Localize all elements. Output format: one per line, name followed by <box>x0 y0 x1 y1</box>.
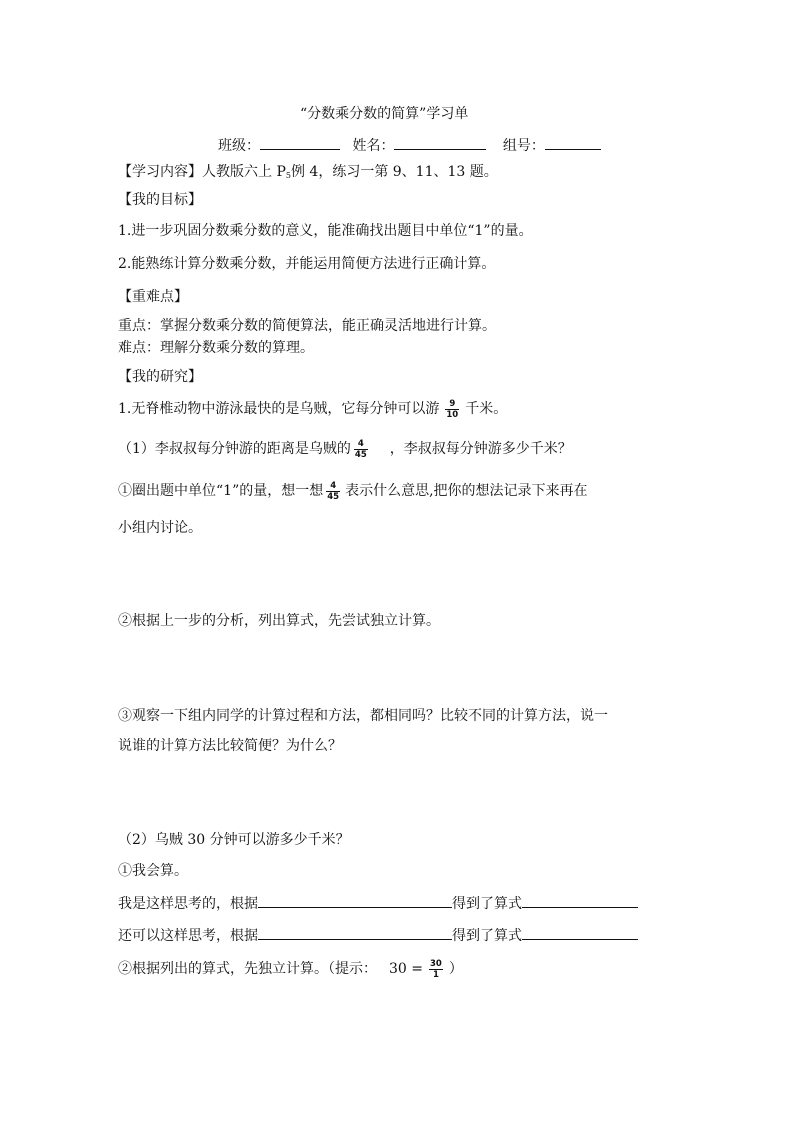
group-blank[interactable] <box>545 135 601 150</box>
q1-fraction <box>445 399 459 420</box>
step1-text-after: 表示什么意思,把你的想法记录下来再在 <box>345 483 588 499</box>
header-fields <box>218 135 601 155</box>
calc-heading: ①我会算。 <box>118 863 188 879</box>
key-point: 重点：掌握分数乘分数的简便算法，能正确灵活地进行计算。 <box>118 318 496 334</box>
think-line-2 <box>118 925 638 945</box>
question-1-2: （2）乌贼 30 分钟可以游多少千米？ <box>118 832 350 848</box>
step-1 <box>118 480 588 502</box>
step1-frac-num: 4 <box>330 480 337 491</box>
step-2: ②根据上一步的分析，列出算式，先尝试独立计算。 <box>118 613 440 629</box>
think2-formula-blank[interactable] <box>522 925 638 940</box>
goal-1: 1.进一步巩固分数乘分数的意义，能准确找出题目中单位“1”的量。 <box>118 223 533 239</box>
think-line-1 <box>118 893 638 913</box>
content-page-sub: 5 <box>285 171 291 180</box>
name-label: 姓名： <box>352 138 395 154</box>
page-title: “分数乘分数的简算”学习单 <box>300 106 469 122</box>
q1-1-frac-den: 45 <box>354 449 367 460</box>
step-3-line-2: 说谁的计算方法比较简便？为什么？ <box>118 738 342 754</box>
difficult-point: 难点：理解分数乘分数的算理。 <box>118 340 314 356</box>
think1-middle: 得到了算式 <box>452 896 522 912</box>
q1-1-fraction <box>354 439 368 460</box>
step1-text-before: ①圈出题中单位“1”的量，想一想 <box>118 483 324 499</box>
content-line <box>118 163 498 185</box>
content-label: 【学习内容】 <box>118 164 202 180</box>
hint-text-after: ） <box>448 961 463 977</box>
think2-basis-blank[interactable] <box>258 925 452 940</box>
key-heading: 【重难点】 <box>118 289 188 305</box>
goals-heading: 【我的目标】 <box>118 192 202 208</box>
group-label: 组号： <box>502 138 545 154</box>
hint-frac-num: 30 <box>430 958 442 969</box>
q1-1-text-before: （1）李叔叔每分钟游的距离是乌贼的 <box>118 441 351 457</box>
hint-text-before: ②根据列出的算式，先独立计算。（提示： <box>118 961 377 977</box>
question-1-1 <box>118 438 572 460</box>
step1-frac-den: 45 <box>327 491 340 502</box>
q1-text-after: 千米。 <box>465 401 508 417</box>
step-3-line-1: ③观察一下组内同学的计算过程和方法，都相同吗？比较不同的计算方法，说一 <box>118 708 608 724</box>
hint-line <box>118 958 463 980</box>
research-heading: 【我的研究】 <box>118 369 202 385</box>
question-1 <box>118 398 507 420</box>
hint-frac-den: 1 <box>429 969 443 980</box>
q1-frac-num: 9 <box>449 398 456 409</box>
hint-fraction <box>429 959 443 980</box>
q1-1-text-after: ，李叔叔每分钟游多少千米？ <box>389 441 572 457</box>
q1-text-before: 1.无脊椎动物中游泳最快的是乌贼，它每分钟可以游 <box>118 401 440 417</box>
hint-eq-left: 30 = <box>389 961 423 977</box>
think2-middle: 得到了算式 <box>452 928 522 944</box>
think1-basis-blank[interactable] <box>258 893 452 908</box>
goal-2: 2.能熟练计算分数乘分数，并能运用简便方法进行正确计算。 <box>118 256 496 272</box>
think1-before: 我是这样思考的，根据 <box>118 896 258 912</box>
q1-frac-den: 10 <box>446 409 459 420</box>
class-blank[interactable] <box>260 135 340 150</box>
step1-fraction <box>326 481 340 502</box>
think1-formula-blank[interactable] <box>522 893 638 908</box>
name-blank[interactable] <box>394 135 486 150</box>
content-text-1: 人教版六上 P <box>202 164 286 180</box>
class-label: 班级： <box>218 138 260 154</box>
think2-before: 还可以这样思考，根据 <box>118 928 258 944</box>
step-1-line-2: 小组内讨论。 <box>118 520 202 536</box>
q1-1-frac-num: 4 <box>357 438 364 449</box>
content-text-2: 例 4，练习一第 9、11、13 题。 <box>290 164 498 180</box>
